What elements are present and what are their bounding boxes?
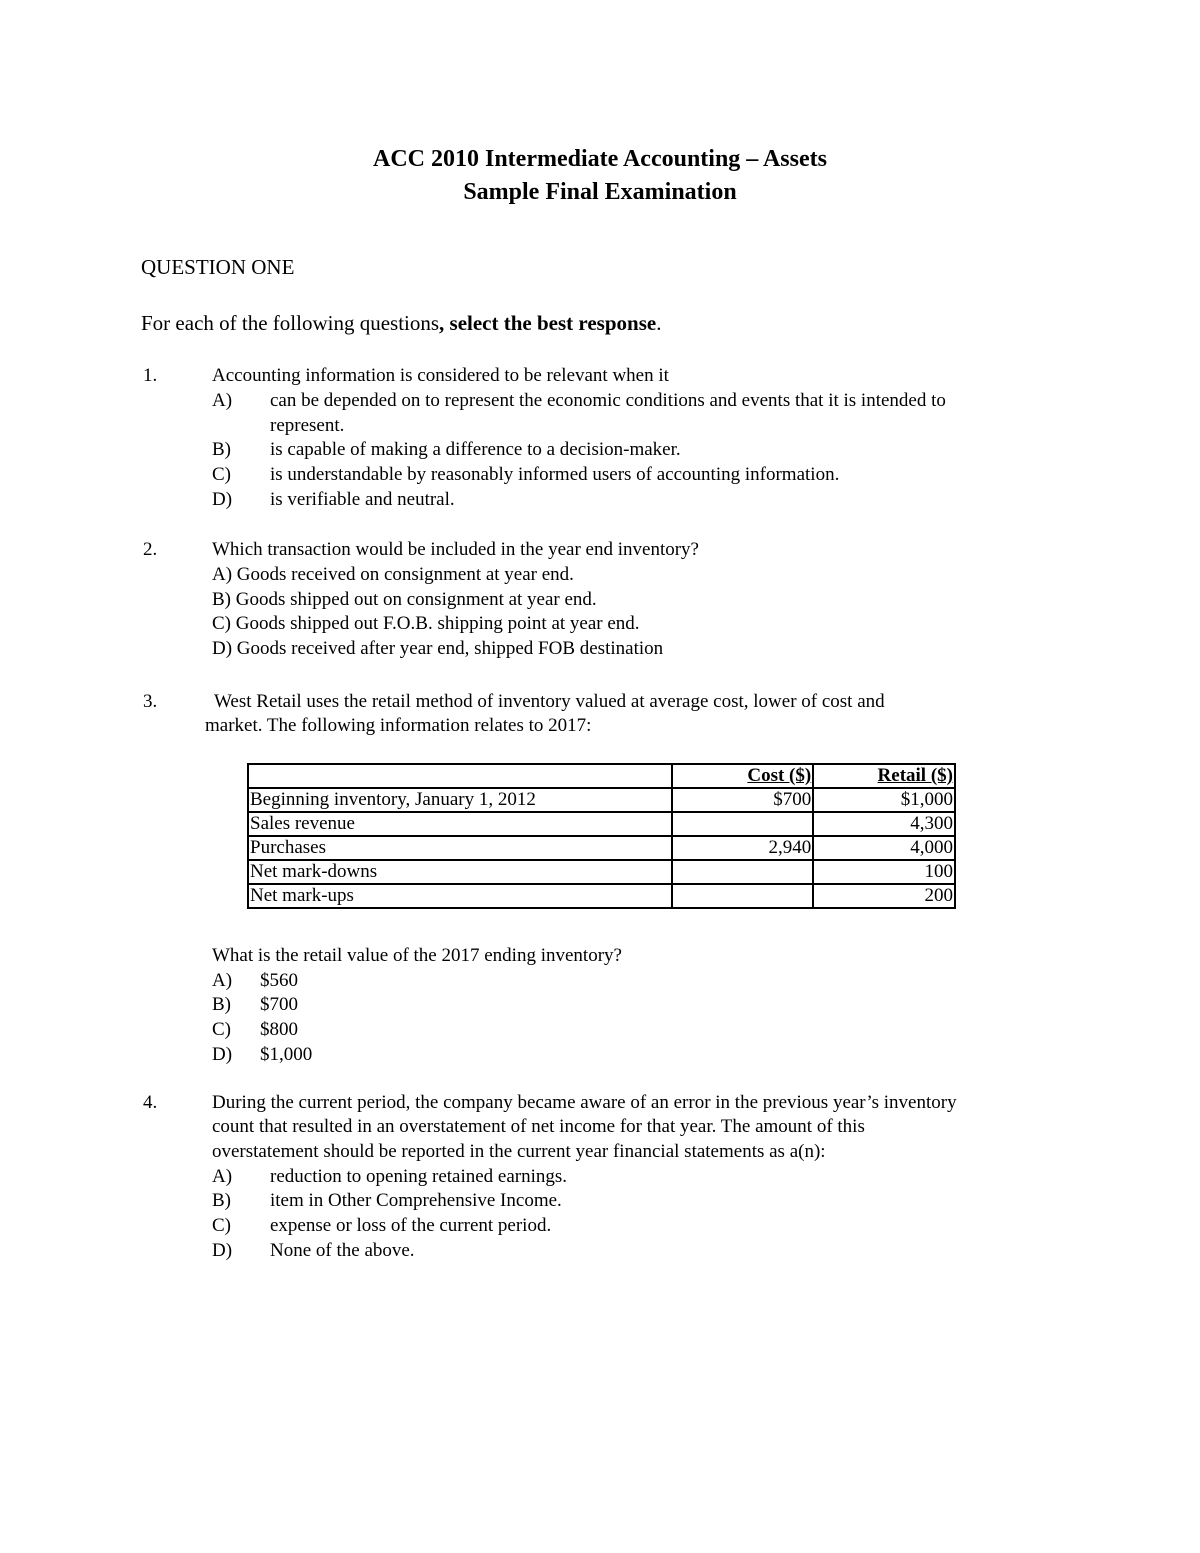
option-line: A) Goods received on consignment at year end.	[212, 564, 574, 585]
option-letter: C)	[212, 1019, 231, 1040]
question-number: 4.	[143, 1092, 158, 1113]
table-row	[248, 836, 955, 860]
option-text: None of the above.	[270, 1240, 415, 1261]
option-letter: A)	[212, 390, 233, 411]
table-row	[248, 812, 955, 836]
table-header-row	[248, 764, 955, 788]
option-text: can be depended on to represent the economic conditions and events that it is intended to	[270, 390, 946, 411]
option-letter: B)	[212, 439, 231, 460]
question-stem-continued: overstatement should be reported in the current year financial statements as a(n):	[212, 1141, 826, 1162]
option-letter: A)	[212, 970, 233, 991]
question-stem: Accounting information is considered to be relevant when it	[212, 365, 669, 386]
instructions-text: For each of the following questions	[141, 311, 440, 335]
instructions-end: .	[656, 311, 662, 335]
table-header-cell: Cost ($)	[672, 764, 814, 788]
question-prompt: What is the retail value of the 2017 ending inventory?	[212, 945, 622, 966]
table-cell: 4,300	[813, 812, 955, 836]
question-stem-continued: market. The following information relates to 2017:	[205, 715, 592, 736]
table-row	[248, 884, 955, 908]
option-letter: B)	[212, 1190, 231, 1211]
table-cell	[672, 812, 814, 836]
table-cell	[672, 860, 814, 884]
question-stem: West Retail uses the retail method of inventory valued at average cost, lower of cost and	[214, 691, 885, 712]
option-text: is capable of making a difference to a decision-maker.	[270, 439, 681, 460]
instructions-emphasis: , select the best response	[439, 311, 657, 335]
option-text: $1,000	[260, 1044, 313, 1065]
table-cell: 4,000	[813, 836, 955, 860]
option-text: expense or loss of the current period.	[270, 1215, 552, 1236]
option-text: item in Other Comprehensive Income.	[270, 1190, 562, 1211]
option-letter: A)	[212, 1166, 233, 1187]
section-heading: QUESTION ONE	[141, 255, 295, 279]
table-row	[248, 788, 955, 812]
option-letter: D)	[212, 489, 233, 510]
option-letter: B)	[212, 994, 231, 1015]
option-line: B) Goods shipped out on consignment at year end.	[212, 589, 597, 610]
table-cell: $1,000	[813, 788, 955, 812]
instructions	[141, 311, 661, 335]
option-text: $560	[260, 970, 298, 991]
table-row	[248, 860, 955, 884]
question-number: 3.	[143, 691, 158, 712]
option-line: C) Goods shipped out F.O.B. shipping point at year end.	[212, 613, 640, 634]
table-cell: Net mark-ups	[248, 884, 672, 908]
question-stem: During the current period, the company became aware of an error in the previous year’s inventory	[212, 1092, 957, 1113]
option-text: $800	[260, 1019, 298, 1040]
option-letter: C)	[212, 1215, 231, 1236]
table-cell: 200	[813, 884, 955, 908]
document-title: ACC 2010 Intermediate Accounting – Assets	[373, 146, 827, 172]
table-header-cell: Retail ($)	[813, 764, 955, 788]
inventory-table	[247, 763, 956, 909]
option-text: $700	[260, 994, 298, 1015]
question-number: 1.	[143, 365, 158, 386]
table-cell	[672, 884, 814, 908]
option-text-continued: represent.	[270, 415, 345, 436]
option-letter: D)	[212, 1044, 233, 1065]
table-cell: Purchases	[248, 836, 672, 860]
question-number: 2.	[143, 539, 158, 560]
option-text: reduction to opening retained earnings.	[270, 1166, 568, 1187]
option-letter: D)	[212, 1240, 233, 1261]
document-subtitle: Sample Final Examination	[463, 179, 737, 205]
table-cell: Net mark-downs	[248, 860, 672, 884]
table-cell: 2,940	[672, 836, 814, 860]
question-stem: Which transaction would be included in the year end inventory?	[212, 539, 699, 560]
question-stem-continued: count that resulted in an overstatement of net income for that year. The amount of this	[212, 1116, 865, 1137]
table-cell: 100	[813, 860, 955, 884]
option-text: is verifiable and neutral.	[270, 489, 455, 510]
option-text: is understandable by reasonably informed users of accounting information.	[270, 464, 840, 485]
table-cell: Beginning inventory, January 1, 2012	[248, 788, 672, 812]
table-header-cell	[248, 764, 672, 788]
table-cell: $700	[672, 788, 814, 812]
table-cell: Sales revenue	[248, 812, 672, 836]
option-letter: C)	[212, 464, 231, 485]
option-line: D) Goods received after year end, shipped FOB destination	[212, 638, 664, 659]
